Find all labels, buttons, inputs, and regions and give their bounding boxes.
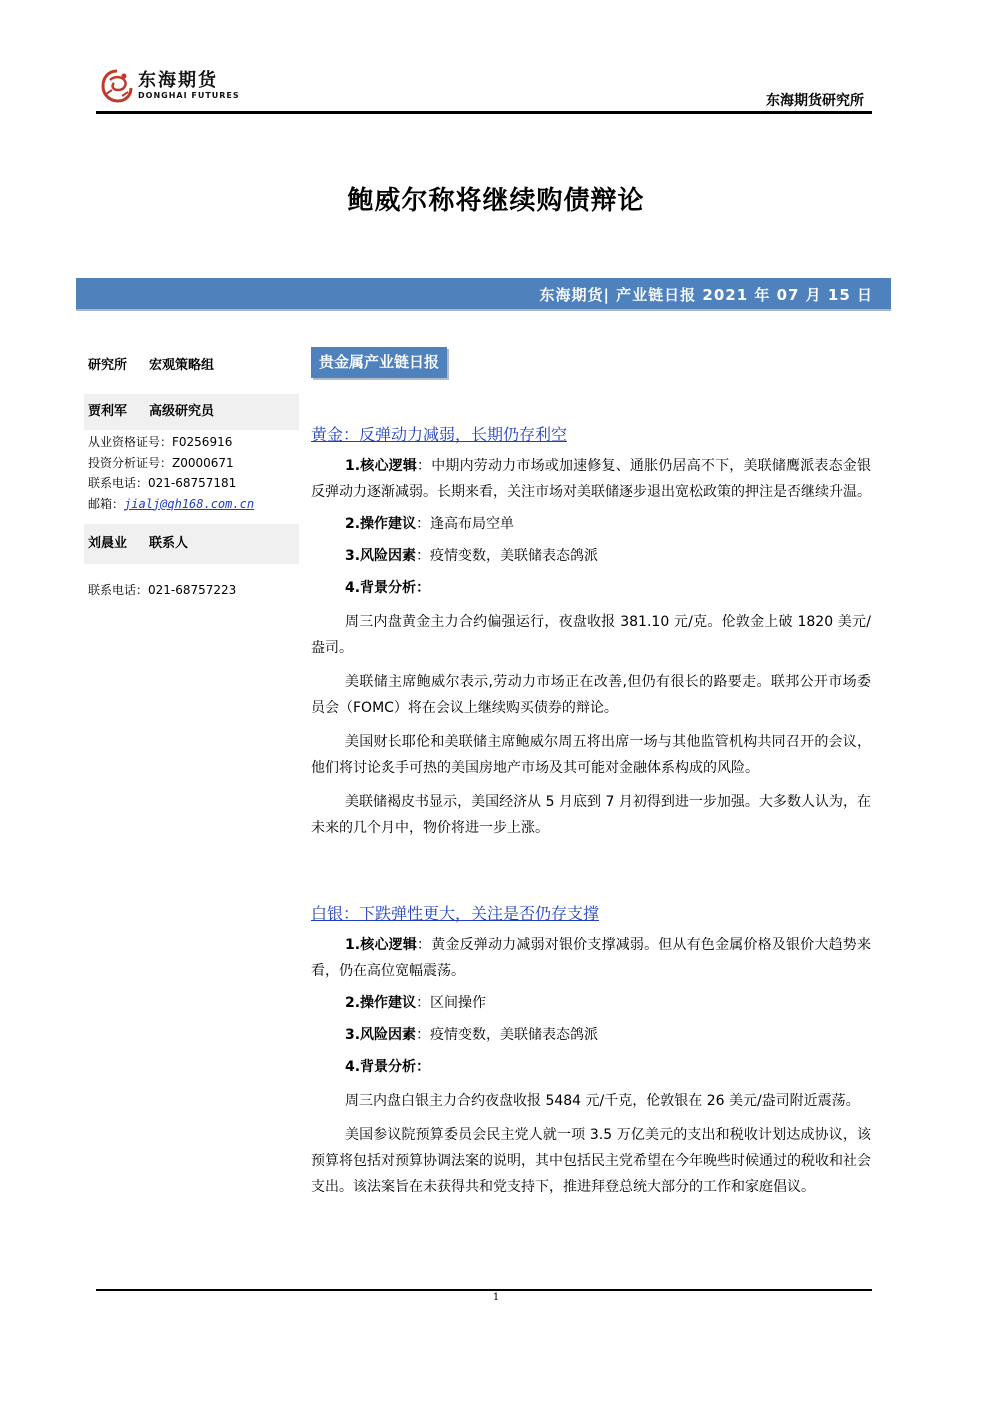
gold-risk-label: 3.风险因素 <box>345 548 417 564</box>
email-link[interactable]: jialj@qh168.com.cn <box>124 496 255 511</box>
gold-background <box>311 575 871 601</box>
gold-paragraph: 美国财长耶伦和美联储主席鲍威尔周五将出席一场与其他监管机构共同召开的会议，他们将讨论炙手可热的美国房地产市场及其可能对金融体系构成的风险。 <box>311 734 871 776</box>
document-title: 鲍威尔称将继续购债辩论 <box>347 186 645 216</box>
gold-advice <box>311 511 871 537</box>
gold-core-logic <box>311 453 871 505</box>
department-name: 宏观策略组 <box>149 358 215 373</box>
analyst-info <box>84 432 299 514</box>
header-institute: 东海期货研究所 <box>766 93 864 109</box>
gold-logic-text: ：中期内劳动力市场或加速修复、通胀仍居高不下，美联储鹰派表态金银反弹动力逐渐减弱。长期来看，关注市场对美联储逐步退出宽松政策的押注是否继续升温。 <box>311 458 872 500</box>
qualification-number: 从业资格证号：F0256916 <box>88 435 233 449</box>
silver-risk-text: ：疫情变数，美联储表态鸽派 <box>416 1027 599 1043</box>
silver-logic-label: 1.核心逻辑 <box>345 937 418 953</box>
gold-paragraph: 美联储褐皮书显示，美国经济从 5 月底到 7 月初得到进一步加强。大多数人认为，在未来的几个月中，物价将进一步上涨。 <box>311 794 871 836</box>
silver-bg-label: 4.背景分析 <box>345 1059 417 1075</box>
contact-name: 刘晨业 <box>88 536 128 551</box>
header-divider <box>96 111 872 114</box>
gold-bg-label: 4.背景分析 <box>345 580 417 596</box>
gold-logic-label: 1.核心逻辑 <box>345 458 418 474</box>
silver-risk-label: 3.风险因素 <box>345 1027 417 1043</box>
report-banner <box>76 278 891 309</box>
analyst-title: 高级研究员 <box>149 404 215 419</box>
page-number: 1 <box>492 1292 500 1303</box>
analyst-phone: 联系电话：021-68757181 <box>88 476 237 490</box>
silver-core-logic <box>311 932 871 984</box>
gold-advice-text: ：逢高布局空单 <box>416 516 515 532</box>
silver-advice <box>311 990 871 1016</box>
section-tag: 贵金属产业链日报 <box>311 347 447 378</box>
logo-chinese-name: 东海期货 <box>138 70 218 91</box>
silver-paragraph: 美国参议院预算委员会民主党人就一项 3.5 万亿美元的支出和税收计划达成协议，该预算将包括对预算协调法案的说明，其中包括民主党希望在今年晚些时候通过的税收和社会支出。该法案旨在未获得共和党支持下，推进拜登总统大部分的工作和家庭倡议。 <box>311 1127 871 1195</box>
contact-header <box>84 524 299 564</box>
silver-background <box>311 1054 871 1080</box>
logo-english-name: DONGHAI FUTURES <box>138 91 240 100</box>
contact-role: 联系人 <box>149 536 189 551</box>
gold-paragraph: 美联储主席鲍威尔表示,劳动力市场正在改善,但仍有很长的路要走。联邦公开市场委员会（FOMC）将在会议上继续购买债券的辩论。 <box>311 674 871 716</box>
gold-paragraph: 周三内盘黄金主力合约偏强运行，夜盘收报 381.10 元/克。伦敦金上破 1820 美元/盎司。 <box>311 614 871 656</box>
author-sidebar <box>84 350 299 600</box>
silver-risk <box>311 1022 871 1048</box>
main-content <box>311 347 871 1200</box>
silver-bg-colon: ： <box>416 1059 431 1075</box>
gold-risk <box>311 543 871 569</box>
analyst-header <box>84 394 299 430</box>
silver-logic-text: ：黄金反弹动力减弱对银价支撑减弱。但从有色金属价格及银价大趋势来看，仍在高位宽幅震荡。 <box>311 937 872 979</box>
analyst-name: 贾利军 <box>88 404 128 419</box>
analyst-email-row <box>88 494 299 515</box>
gold-heading[interactable]: 黄金：反弹动力减弱，长期仍存利空 <box>311 425 568 444</box>
email-label: 邮箱： <box>88 496 125 511</box>
silver-advice-text: ：区间操作 <box>416 995 487 1011</box>
company-logo <box>100 68 240 104</box>
department-label: 研究所 <box>88 358 128 373</box>
gold-advice-label: 2.操作建议 <box>345 516 417 532</box>
contact-phone: 联系电话：021-68757223 <box>88 583 237 597</box>
banner-text: 东海期货| 产业链日报 2021 年 07 月 15 日 <box>539 286 873 304</box>
investment-analysis-number: 投资分析证号：Z0000671 <box>88 455 234 470</box>
silver-advice-label: 2.操作建议 <box>345 995 417 1011</box>
dragon-logo-icon <box>100 68 134 104</box>
gold-bg-colon: ： <box>416 580 431 596</box>
silver-paragraph: 周三内盘白银主力合约夜盘收报 5484 元/千克，伦敦银在 26 美元/盎司附近震荡。 <box>345 1093 860 1109</box>
department <box>84 350 299 382</box>
silver-heading[interactable]: 白银：下跌弹性更大，关注是否仍存支撑 <box>311 904 600 923</box>
gold-risk-text: ：疫情变数，美联储表态鸽派 <box>416 548 599 564</box>
footer-divider <box>96 1289 872 1291</box>
